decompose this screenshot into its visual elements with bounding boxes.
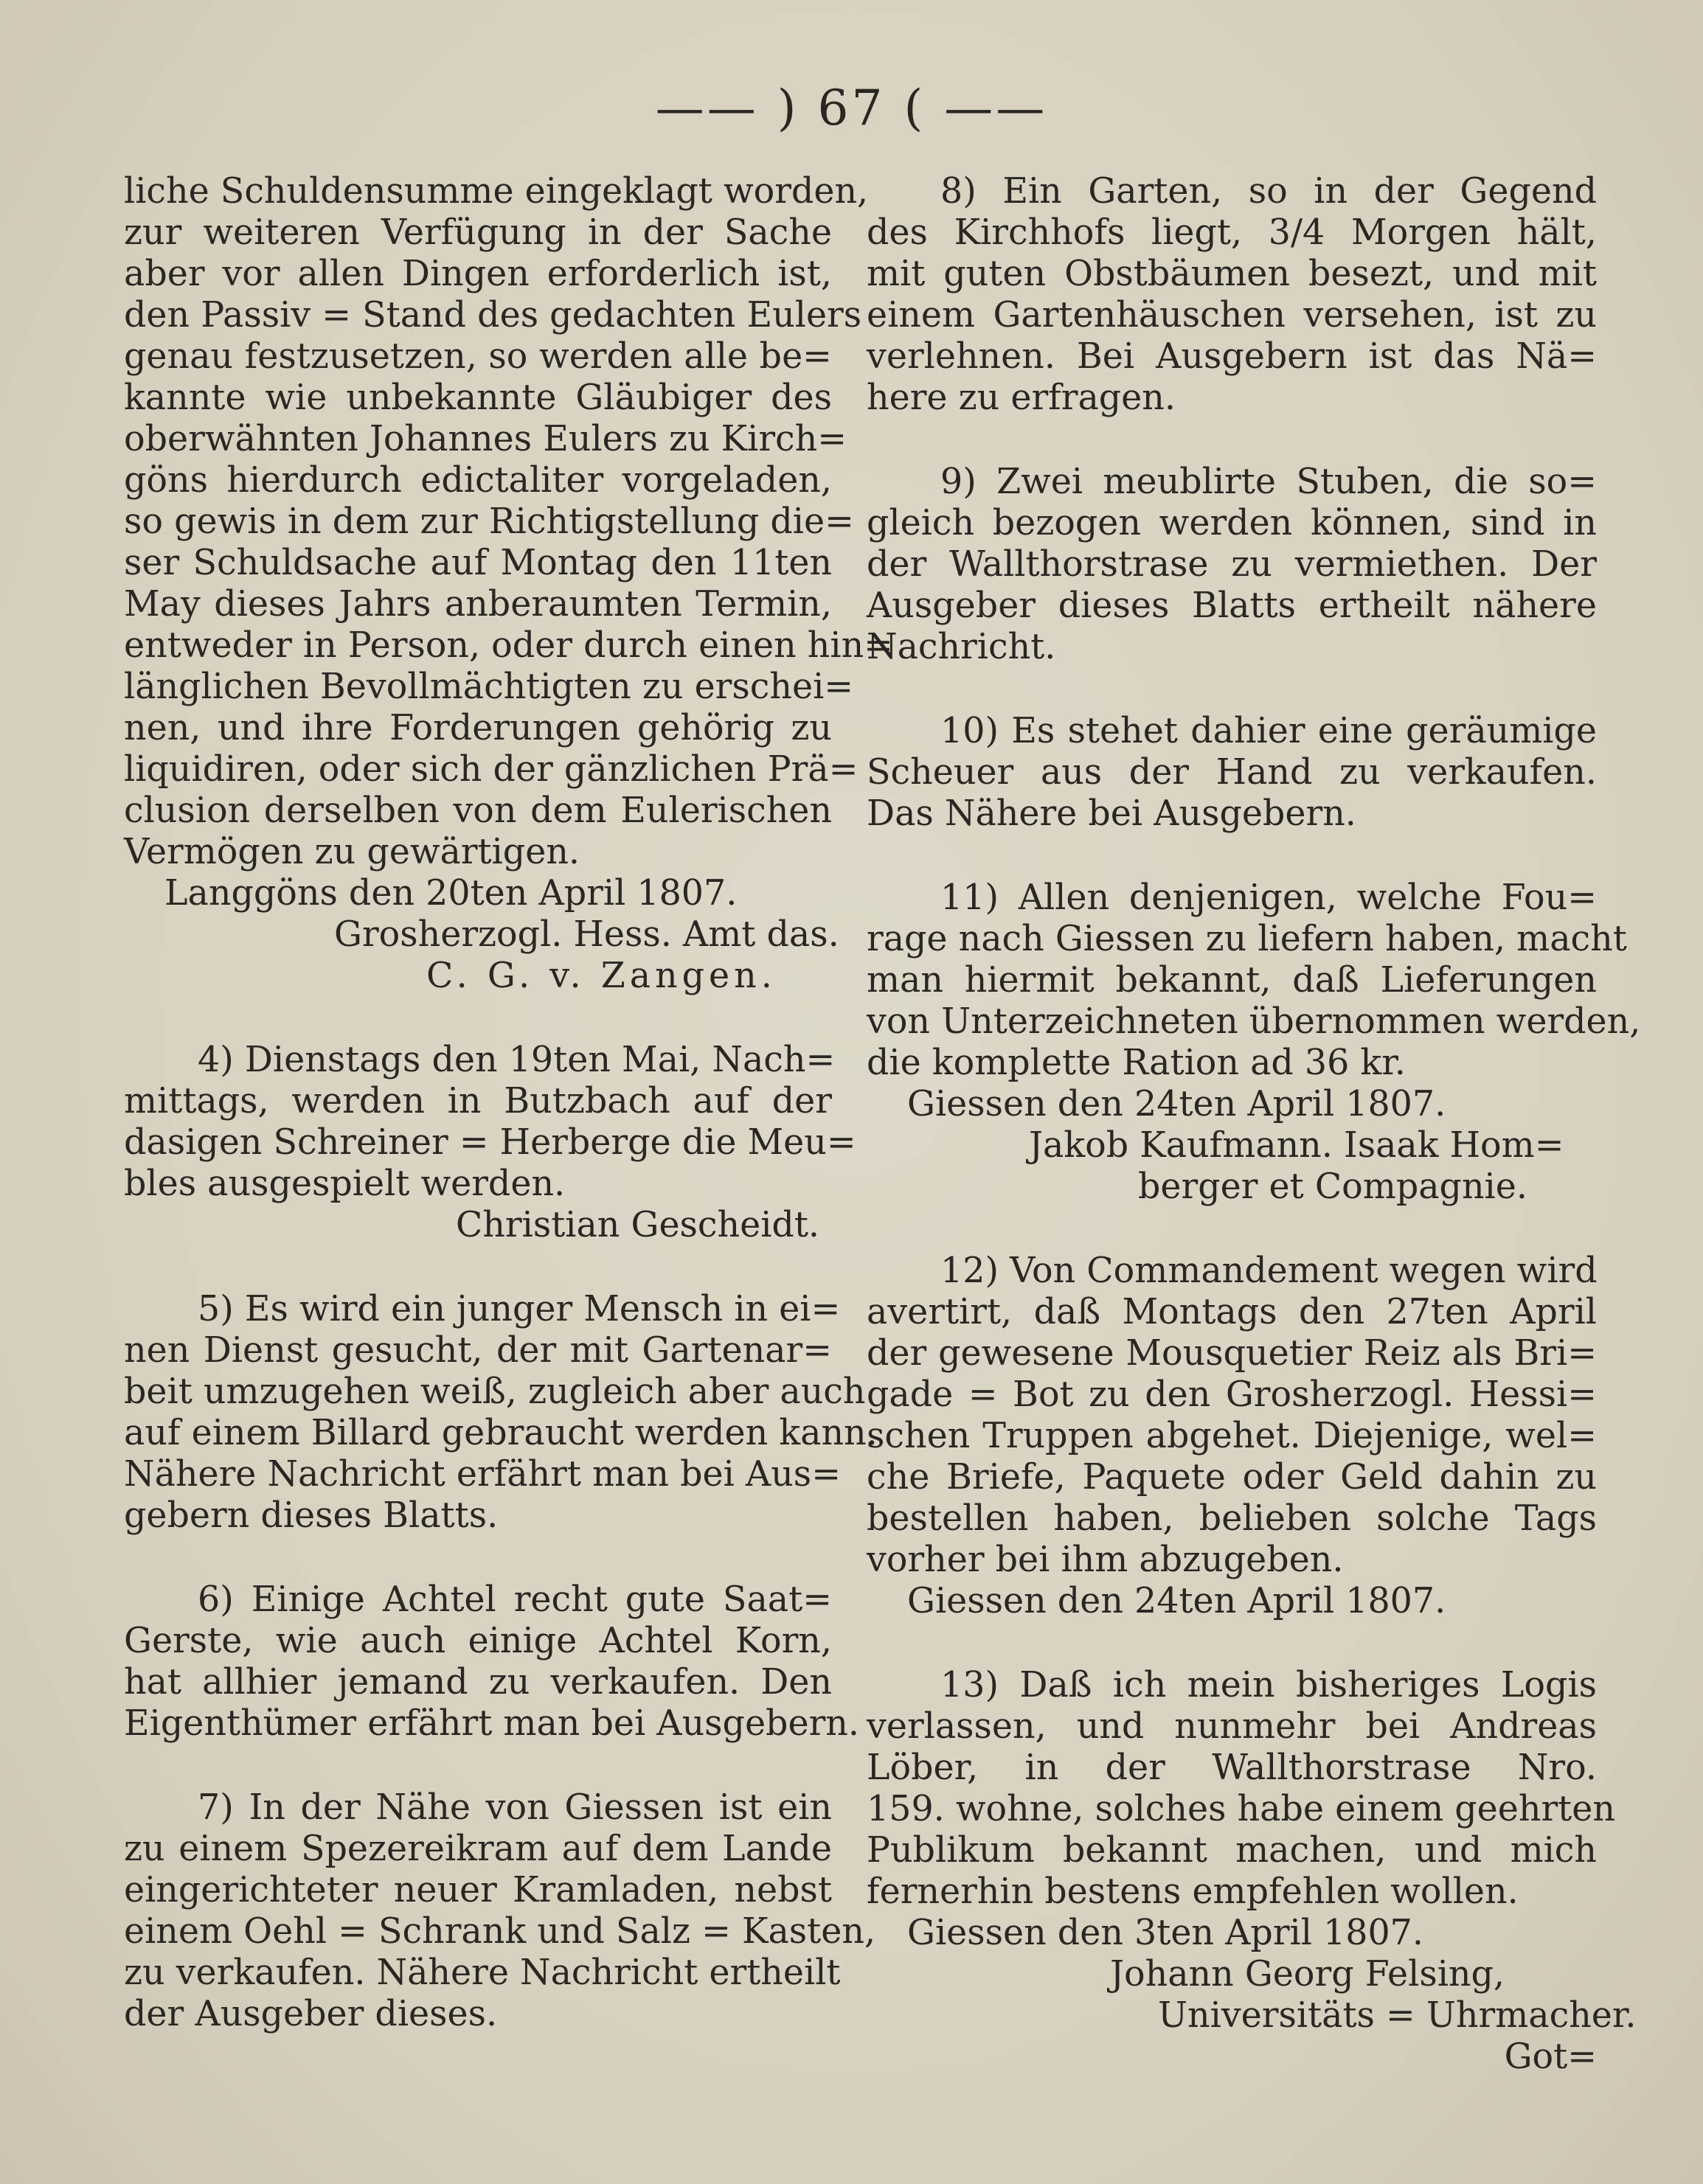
text-line: liche Schuldensumme eingeklagt worden, [124,171,869,212]
text-line: gade = Bot zu den Grosherzogl. Hessi= [867,1374,1597,1415]
text-line: ser Schuldsache auf Montag den 11ten [124,543,832,583]
notice-7 [124,1787,876,2035]
text-line: 7) In der Nähe von Giessen ist ein [198,1787,832,1828]
text-line: einem Oehl = Schrank und Salz = Kasten, [124,1911,876,1952]
catchword: Got= [1504,2037,1597,2077]
text-line: zu einem Spezereikram auf dem Lande [124,1829,832,1869]
left-column [124,171,893,2035]
text-line: bles ausgespielt werden. [124,1164,566,1204]
text-line: des Kirchhofs liegt, 3/4 Morgen hält, [867,212,1597,253]
notice-date: Giessen den 24ten April 1807. [907,1581,1446,1621]
notice-6 [124,1579,859,1745]
text-line: Publikum bekannt machen, und mich [867,1830,1597,1871]
text-line: dasigen Schreiner = Herberge die Meu= [124,1122,856,1163]
notice-10 [867,711,1597,835]
text-line: länglichen Bevollmächtigten zu erschei= [124,667,854,707]
text-line: so gewis in dem zur Richtigstellung die= [124,501,854,542]
signature: Jakob Kaufmann. Isaak Hom= [1029,1125,1564,1166]
text-line: fernerhin bestens empfehlen wollen. [867,1871,1519,1912]
text-line: Ausgeber dieses Blatts ertheilt nähere [867,585,1597,626]
text-line: Scheuer aus der Hand zu verkaufen. [867,752,1597,793]
notice-13 [867,1665,1637,2078]
text-line: der Wallthorstrase zu vermiethen. Der [867,544,1597,585]
signature: berger et Compagnie. [1138,1166,1527,1207]
text-line: nen, und ihre Forderungen gehörig zu [124,708,832,748]
page-number-header: —— ) 67 ( —— [655,80,1048,136]
text-line: clusion derselben von dem Eulerischen [124,790,832,831]
text-line: Das Nähere bei Ausgebern. [867,793,1356,834]
text-line: verlehnen. Bei Ausgebern ist das Nä= [867,336,1597,377]
text-line: vorher bei ihm abzugeben. [867,1540,1344,1580]
text-line: avertirt, daß Montags den 27ten April [867,1292,1597,1332]
text-line: Gerste, wie auch einige Achtel Korn, [124,1621,832,1661]
notice-euler [124,171,893,997]
notice-date: Giessen den 3ten April 1807. [907,1913,1423,1953]
text-line: den Passiv = Stand des gedachten Eulers [124,295,862,335]
text-line: bestellen haben, belieben solche Tags [867,1498,1597,1539]
text-line: here zu erfragen. [867,378,1176,418]
text-line: 13) Daß ich mein bisheriges Logis [940,1665,1597,1705]
text-line: mit guten Obstbäumen besezt, und mit [867,254,1597,294]
text-line: eingerichteter neuer Kramladen, nebst [124,1870,832,1910]
text-line: beit umzugehen weiß, zugleich aber auch [124,1371,866,1412]
notice-date: Giessen den 24ten April 1807. [907,1084,1446,1124]
text-line: göns hierdurch edictaliter vorgeladen, [124,460,832,501]
text-line: von Unterzeichneten übernommen werden, [867,1001,1641,1042]
text-line: aber vor allen Dingen erforderlich ist, [124,254,832,294]
signature: Christian Gescheidt. [456,1205,820,1245]
text-line: Nähere Nachricht erfährt man bei Aus= [124,1454,841,1495]
text-line: entweder in Person, oder durch einen hin= [124,625,893,666]
text-line: kannte wie unbekannte Gläubiger des [124,378,832,418]
text-line: 4) Dienstags den 19ten Mai, Nach= [198,1040,836,1080]
text-line: auf einem Billard gebraucht werden kann. [124,1413,878,1453]
text-line: Eigenthümer erfährt man bei Ausgebern. [124,1703,859,1744]
text-line: gleich bezogen werden können, sind in [867,503,1597,543]
text-line: 6) Einige Achtel recht gute Saat= [198,1579,832,1620]
text-line: verlassen, und nunmehr bei Andreas [867,1706,1597,1747]
signature: Johann Georg Felsing, [1110,1954,1505,1995]
text-line: zur weiteren Verfügung in der Sache [124,212,832,253]
text-line: nen Dienst gesucht, der mit Gartenar= [124,1330,832,1371]
text-line: che Briefe, Paquete oder Geld dahin zu [867,1457,1597,1498]
text-line: gebern dieses Blatts. [124,1495,499,1536]
text-line: Löber, in der Wallthorstrase Nro. [867,1747,1597,1788]
notice-8 [867,171,1597,419]
text-line: der Ausgeber dieses. [124,1994,498,2034]
text-line: Nachricht. [867,627,1056,667]
text-line: 11) Allen denjenigen, welche Fou= [940,877,1597,918]
signature: Grosherzogl. Hess. Amt das. [334,914,839,955]
notice-12 [867,1251,1597,1622]
text-line: die komplette Ration ad 36 kr. [867,1043,1406,1083]
text-line: 9) Zwei meublirte Stuben, die so= [940,462,1597,502]
text-line: rage nach Giessen zu liefern haben, macht [867,919,1627,959]
text-line: einem Gartenhäuschen versehen, ist zu [867,295,1597,335]
text-line: hat allhier jemand zu verkaufen. Den [124,1662,832,1703]
text-line: 12) Von Commandement wegen wird [940,1251,1598,1291]
text-line: der gewesene Mousquetier Reiz als Bri= [867,1333,1597,1374]
notice-9 [867,462,1597,668]
notice-4 [124,1040,856,1246]
text-line: 159. wohne, solches habe einem geehrten [867,1789,1615,1829]
signature: C. G. v. Zangen. [426,956,777,996]
text-line: 5) Es wird ein junger Mensch in ei= [198,1289,841,1329]
text-line: schen Truppen abgehet. Diejenige, wel= [867,1416,1597,1456]
text-line: mittags, werden in Butzbach auf der [124,1081,832,1121]
text-line: man hiermit bekannt, daß Lieferungen [867,960,1597,1001]
text-line: 10) Es stehet dahier eine geräumige [940,711,1597,751]
right-column [867,171,1641,2078]
text-line: May dieses Jahrs anberaumten Termin, [124,584,832,625]
text-line: liquidiren, oder sich der gänzlichen Prä= [124,749,859,790]
notice-date: Langgöns den 20ten April 1807. [164,873,738,914]
text-line: 8) Ein Garten, so in der Gegend [940,171,1597,212]
notice-11 [867,877,1641,1208]
text-line: zu verkaufen. Nähere Nachricht ertheilt [124,1952,841,1993]
signature: Universitäts = Uhrmacher. [1158,1995,1637,2036]
notice-5 [124,1289,878,1537]
text-line: oberwähnten Johannes Eulers zu Kirch= [124,419,847,459]
text-line: Vermögen zu gewärtigen. [124,832,580,872]
text-line: genau festzusetzen, so werden alle be= [124,336,832,377]
